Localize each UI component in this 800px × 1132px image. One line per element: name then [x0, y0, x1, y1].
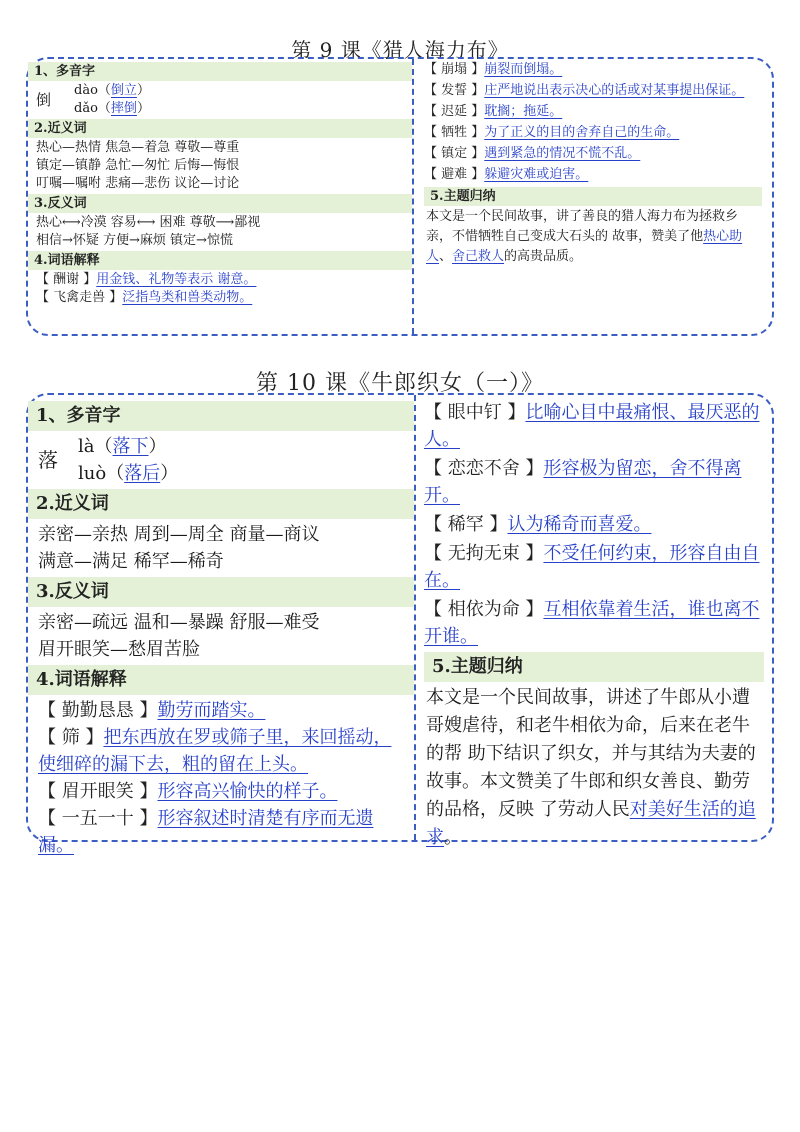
- vocab-item: [424, 511, 764, 538]
- lesson-10-card: [26, 393, 774, 856]
- lesson-9-left-column: [28, 59, 412, 334]
- theme-body: 本文是一个民间故事，讲了善良的猎人海力布为拯救乡亲，不惜牺牲自己变成大石头的 故事，赞美了他: [426, 209, 739, 244]
- lesson-9-right-column: [412, 59, 772, 334]
- vocab-item: [28, 289, 412, 307]
- antonym-row: 热心⟷冷漠 容易⟷ 困难 尊敬⟶鄙视: [36, 215, 261, 230]
- theme-highlight: 舍己救人: [452, 249, 505, 264]
- vocab-definition: 比喻心目中最痛恨、最厌恶的人。: [424, 402, 760, 450]
- polyphone-word: 落下: [112, 436, 149, 457]
- vocab-term: 【 相依为命 】: [424, 599, 544, 620]
- theme-highlight: 对美好生活的追求: [426, 799, 756, 848]
- polyphone-reading: dào（倒立）: [74, 83, 150, 98]
- synonym-row: 满意—满足 稀罕—稀奇: [38, 551, 224, 572]
- vocab-item: [424, 103, 762, 121]
- synonym-row: 热心—热情 焦急—着急 尊敬—尊重: [36, 140, 240, 155]
- vocab-term: 【 牺牲 】: [424, 125, 485, 140]
- vocab-item: [424, 166, 762, 184]
- synonyms-header: 2.近义词: [28, 119, 412, 138]
- vocab-term: 【 崩塌 】: [424, 62, 485, 77]
- vocab-definition: 遇到紧急的情况不慌不乱。: [484, 146, 641, 161]
- lesson-9-title: 第 9 课《猎人海力布》: [291, 38, 509, 62]
- theme-separator: 、: [439, 249, 453, 264]
- theme-text: [424, 684, 764, 852]
- polyphone-reading: là（落下）: [78, 436, 167, 457]
- vocab-definition: 不受任何约束，形容自由自在。: [424, 543, 760, 591]
- vocab-item: [424, 82, 762, 100]
- vocab-item: [424, 455, 764, 509]
- vocab-term: 【 恋恋不舍 】: [424, 458, 544, 479]
- polyphone-block: [28, 433, 414, 487]
- vocab-term: 【 一五一十 】: [38, 808, 158, 829]
- polyphone-word: 落后: [124, 463, 161, 484]
- vocab-term: 【 筛 】: [38, 727, 104, 748]
- vocab-definition: 形容叙述时清楚有序而无遗漏。: [38, 808, 374, 856]
- vocab-item: [28, 697, 414, 724]
- vocab-term: 【 眉开眼笑 】: [38, 781, 158, 802]
- pinyin: dǎo: [74, 101, 98, 116]
- vocab-term: 【 勤勤恳恳 】: [38, 700, 158, 721]
- vocab-definition: 用金钱、礼物等表示 谢意。: [96, 272, 257, 287]
- synonym-row: 亲密—亲热 周到—周全 商量—商议: [38, 524, 320, 545]
- theme-body: 本文是一个民间故事，讲述了牛郎从小遭哥嫂虐待，和老牛相依为命，后来在老牛的帮 助下结识了织女，并与其结为夫妻的故事。本文赞美了牛郎和织女善良、勤劳的品格，反映 了劳动人民: [426, 687, 756, 820]
- vocab-term: 【 避难 】: [424, 167, 485, 182]
- vocab-definition: 把东西放在罗或筛子里，来回摇动，使细碎的漏下去，粗的留在上头。: [38, 727, 392, 775]
- vocab-item: [28, 805, 414, 859]
- antonym-row: 亲密—疏远 温和—暴躁 舒服—难受: [38, 612, 320, 633]
- vocab-definition: 庄严地说出表示决心的话或对某事提出保证。: [484, 83, 745, 98]
- polyphone-header: 1、多音字: [28, 401, 414, 431]
- theme-body: 。: [444, 827, 462, 848]
- vocab-definition: 为了正义的目的舍弃自己的生命。: [484, 125, 680, 140]
- vocab-definition: 互相依靠着生活，谁也离不开谁。: [424, 599, 760, 647]
- polyphone-block: [28, 82, 412, 118]
- vocab-item: [424, 399, 764, 453]
- vocab-definition: 躲避灾难或迫害。: [484, 167, 589, 182]
- vocab-term: 【 发誓 】: [424, 83, 485, 98]
- lesson-10-left-column: [28, 395, 414, 856]
- vocab-definition: 勤劳而踏实。: [157, 700, 266, 721]
- synonyms-header: 2.近义词: [28, 489, 414, 519]
- vocab-term: 【 飞禽走兽 】: [36, 290, 123, 305]
- theme-text: [424, 207, 762, 267]
- vocab-item: [424, 61, 762, 79]
- vocab-term: 【 稀罕 】: [424, 514, 508, 535]
- polyphone-word: 倒立: [110, 83, 137, 98]
- polyphone-word: 摔倒: [110, 101, 137, 116]
- vocab-item: [424, 124, 762, 142]
- theme-body: 的高贵品质。: [504, 249, 583, 264]
- theme-header: 5.主题归纳: [424, 187, 762, 206]
- vocab-definition: 认为稀奇而喜爱。: [507, 514, 652, 535]
- polyphone-char: 倒: [36, 91, 52, 109]
- vocab-definition: 泛指鸟类和兽类动物。: [122, 290, 253, 305]
- vocab-definition: 耽搁；拖延。: [484, 104, 563, 119]
- vocab-definition: 崩裂而倒塌。: [484, 62, 563, 77]
- theme-highlight: 热心助人: [426, 229, 743, 264]
- antonyms-header: 3.反义词: [28, 577, 414, 607]
- lesson-9-card: [26, 57, 774, 336]
- polyphone-reading: luò（落后）: [78, 463, 179, 484]
- lesson-10-title: 第 10 课《牛郎织女（一）》: [256, 371, 544, 396]
- vocab-item: [28, 271, 412, 289]
- vocab-term: 【 酬谢 】: [36, 272, 97, 287]
- polyphone-char: 落: [38, 447, 58, 472]
- synonym-row: 镇定—镇静 急忙—匆忙 后悔—悔恨: [36, 158, 240, 173]
- pinyin: là: [78, 436, 95, 457]
- vocab-item: [28, 778, 414, 805]
- polyphone-header: 1、多音字: [28, 62, 412, 81]
- vocab-item: [424, 145, 762, 163]
- vocab-item: [424, 540, 764, 594]
- vocab-definition: 形容高兴愉快的样子。: [157, 781, 338, 802]
- vocab-definition: 形容极为留恋，舍不得离开。: [424, 458, 742, 506]
- pinyin: luò: [78, 463, 107, 484]
- pinyin: dào: [74, 83, 98, 98]
- antonym-row: 眉开眼笑—愁眉苦脸: [38, 639, 200, 660]
- antonyms-header: 3.反义词: [28, 194, 412, 213]
- vocab-term: 【 迟延 】: [424, 104, 485, 119]
- polyphone-reading: dǎo（摔倒）: [74, 101, 150, 116]
- vocab-term: 【 无拘无束 】: [424, 543, 544, 564]
- vocab-item: [424, 596, 764, 650]
- synonym-row: 叮嘱—嘱咐 悲痛—悲伤 议论—讨论: [36, 176, 240, 191]
- vocab-item: [28, 724, 414, 778]
- lesson-10-right-column: [414, 395, 772, 848]
- vocab-header: 4.词语解释: [28, 251, 412, 270]
- vocab-header: 4.词语解释: [28, 665, 414, 695]
- theme-header: 5.主题归纳: [424, 652, 764, 682]
- vocab-term: 【 眼中钉 】: [424, 402, 526, 423]
- vocab-term: 【 镇定 】: [424, 146, 485, 161]
- antonym-row: 相信→怀疑 方便→麻烦 镇定→惊慌: [36, 233, 233, 248]
